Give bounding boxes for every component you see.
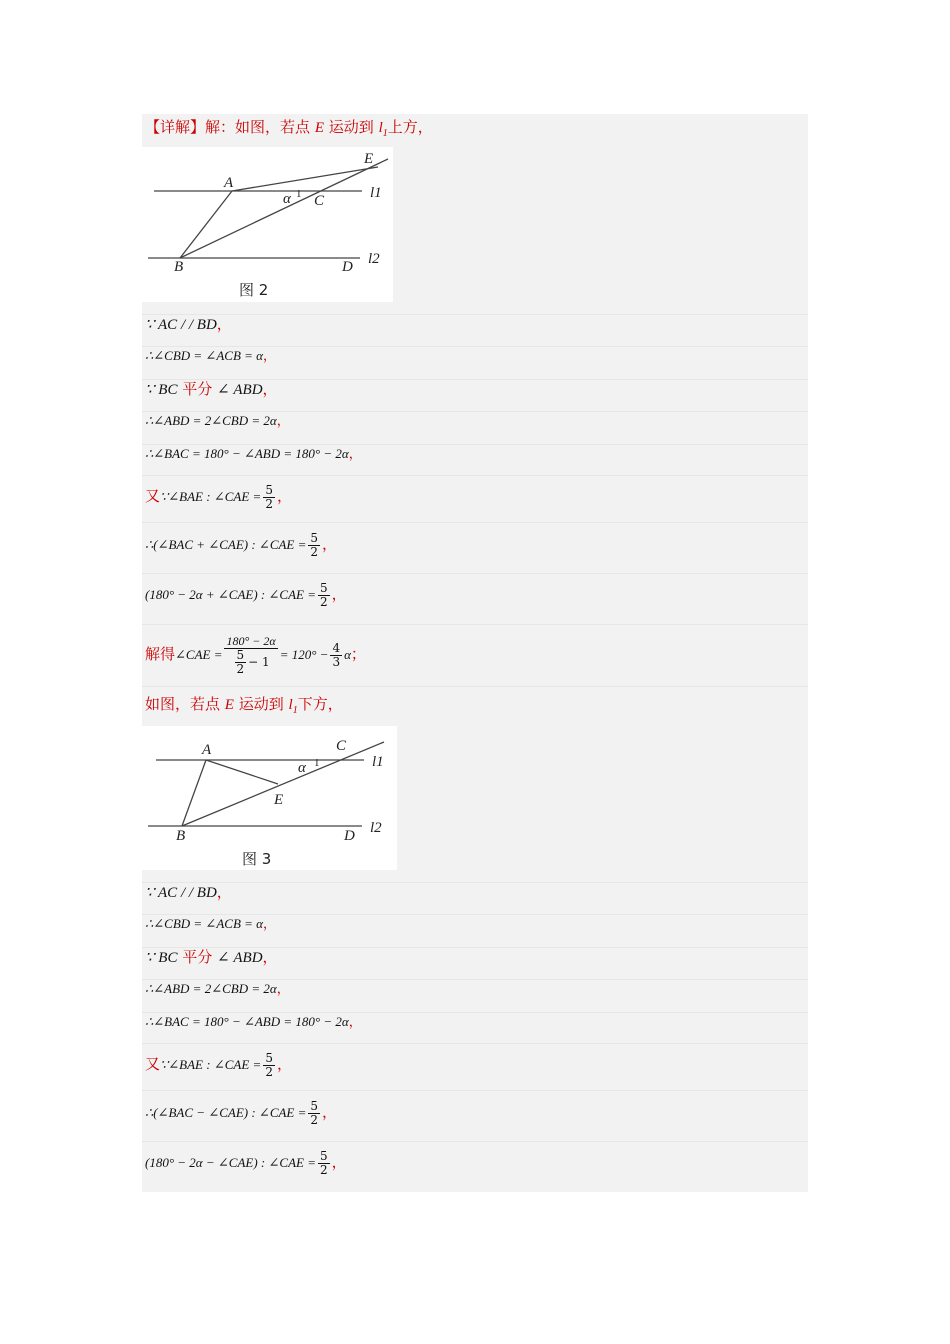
s2-frac-step-2: ∴(∠BAC − ∠CAE) : ∠CAE = $\frac{5}{2}$ ， [145, 1098, 338, 1127]
s1-step-3: ∵ BC 平分 ∠ ABD， [145, 380, 278, 398]
s1-solve: 解得∠CAE = 180° − 2α $\frac{5}{2}$ − 1 = 120° − $\frac{4}{3}$ α； [145, 633, 366, 676]
fig2-label-c: C [314, 193, 325, 209]
fig3-label-d: D [344, 828, 355, 844]
s1-frac-step-1: 又∵∠BAE : ∠CAE = $\frac{5}{2}$ ， [145, 482, 292, 511]
fig3-label-e: E [274, 792, 284, 808]
detail-tag: 【详解】 [145, 118, 206, 136]
fig2-label-one: 1 [296, 188, 302, 200]
fig3-label-l1: l1 [372, 754, 384, 770]
s1-step-4: ∴∠ABD = 2∠CBD = 2α， [145, 413, 290, 429]
fig2-label-b: B [174, 259, 184, 275]
s1-frac-step-3: (180° − 2α + ∠CAE) : ∠CAE = $\frac{5}{2}$ ， [145, 580, 347, 609]
figure-2-diagram [142, 147, 393, 302]
s2-frac-step-3: (180° − 2α − ∠CAE) : ∠CAE = $\frac{5}{2}$ ， [145, 1148, 347, 1177]
s2-step-5: ∴∠BAC = 180° − ∠ABD = 180° − 2α， [145, 1014, 362, 1030]
s1-frac-step-2: ∴(∠BAC + ∠CAE) : ∠CAE = $\frac{5}{2}$ ， [145, 530, 338, 559]
section2-heading: 如图，若点 E 运动到 $l_1$下方， [145, 695, 343, 716]
fig3-caption: 图 3 [242, 850, 272, 868]
s2-frac-step-1: 又∵∠BAE : ∠CAE = $\frac{5}{2}$ ， [145, 1050, 292, 1079]
fig3-label-a: A [202, 742, 212, 758]
fig3-label-one: 1 [314, 757, 320, 769]
fig2-label-alpha: α [283, 191, 291, 207]
fig3-label-b: B [176, 828, 186, 844]
section1-heading: 【详解】解：如图，若点 E 运动到 $l_1$上方， [145, 118, 433, 139]
fig2-label-l2: l2 [368, 251, 380, 267]
fig2-caption: 图 2 [239, 281, 269, 299]
s1-step-5: ∴∠BAC = 180° − ∠ABD = 180° − 2α， [145, 446, 362, 462]
fig2-label-l1: l1 [370, 185, 382, 201]
fig3-label-l2: l2 [370, 820, 382, 836]
fig2-label-a: A [224, 175, 234, 191]
solution-panel [142, 114, 808, 1192]
fig3-label-alpha: α [298, 760, 306, 776]
figure-3 [142, 726, 397, 870]
fig3-label-c: C [336, 738, 347, 754]
figure-2 [142, 147, 393, 302]
s1-step-2: ∴∠CBD = ∠ACB = α， [145, 348, 276, 364]
figure-3-diagram [142, 726, 397, 870]
s2-step-4: ∴∠ABD = 2∠CBD = 2α， [145, 981, 290, 997]
s2-step-3: ∵ BC 平分 ∠ ABD， [145, 948, 278, 966]
s1-step-1: ∵ AC / / BD， [145, 315, 232, 333]
fig2-label-e: E [364, 151, 374, 167]
fig2-label-d: D [342, 259, 353, 275]
s2-step-1: ∵ AC / / BD， [145, 883, 232, 901]
s2-step-2: ∴∠CBD = ∠ACB = α， [145, 916, 276, 932]
